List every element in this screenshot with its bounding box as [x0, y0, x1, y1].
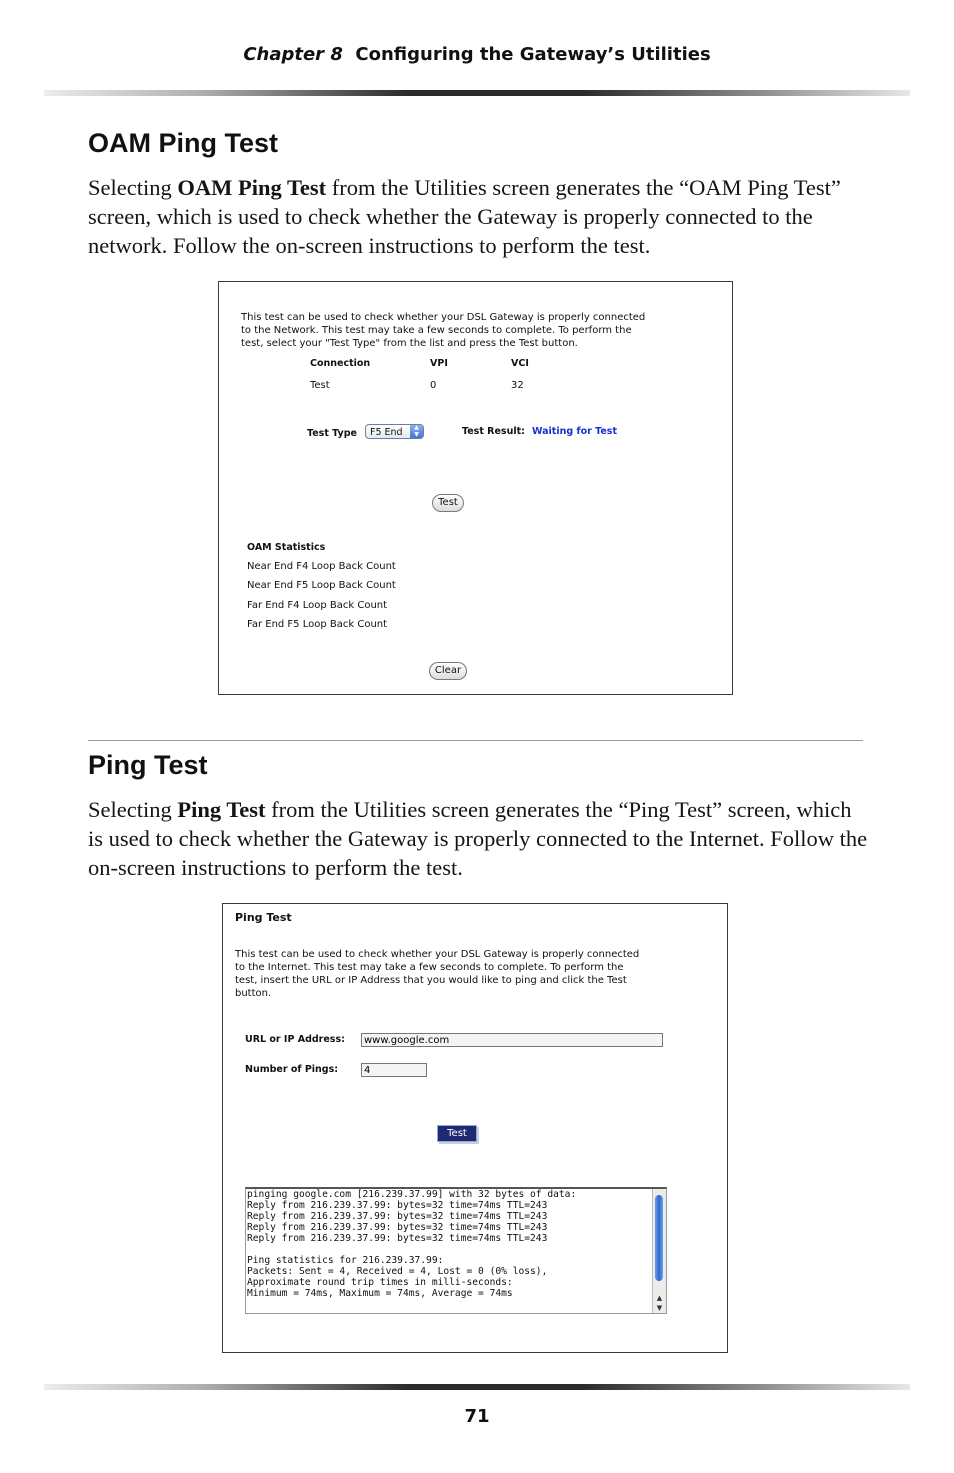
select-arrows-icon: ▲ ▼: [410, 425, 423, 438]
stat-far-end-f5: Far End F5 Loop Back Count: [247, 619, 388, 630]
scroll-down-icon[interactable]: ▼: [656, 1304, 663, 1312]
footer-rule: [44, 1384, 910, 1390]
ping-output-line: Reply from 216.239.37.99: bytes=32 time=74ms TTL=243: [247, 1222, 548, 1233]
scroll-up-icon[interactable]: ▲: [656, 1294, 663, 1302]
ping-output-line: pinging google.com [216.239.37.99] with 32 bytes of data:: [247, 1189, 577, 1200]
section-divider: [88, 740, 863, 741]
ping-output-line: Reply from 216.239.37.99: bytes=32 time=74ms TTL=243: [247, 1211, 548, 1222]
row-connection: Test: [310, 380, 330, 391]
test-type-value: F5 End: [370, 427, 403, 438]
oam-statistics-title: OAM Statistics: [247, 542, 326, 553]
col-vpi-header: VPI: [430, 358, 448, 369]
ping-instructions-line2: to the Internet. This test may take a few seconds to complete. To perform the: [235, 962, 624, 973]
chapter-title: Configuring the Gateway’s Utilities: [355, 44, 711, 65]
oam-para-bold: OAM Ping Test: [177, 175, 327, 200]
col-vci-header: VCI: [511, 358, 529, 369]
ping-screenshot: [222, 903, 728, 1353]
ping-para-intro: Selecting: [88, 797, 178, 822]
oam-para-rest: from the Utilities screen generates the “OAM Ping Test” screen, which is used to check whether the Gateway is properly connected to the network. Follow the on-screen instructions to perform the test.: [88, 175, 841, 258]
test-result-value: Waiting for Test: [532, 426, 617, 437]
stat-near-end-f4: Near End F4 Loop Back Count: [247, 561, 396, 572]
output-scrollbar[interactable]: [652, 1189, 666, 1313]
ping-output-line: Reply from 216.239.37.99: bytes=32 time=74ms TTL=243: [247, 1200, 548, 1211]
test-type-select[interactable]: [365, 424, 424, 439]
row-vci: 32: [511, 380, 524, 391]
ping-output-line: Ping statistics for 216.239.37.99:: [247, 1255, 444, 1266]
ping-output-line: Reply from 216.239.37.99: bytes=32 time=74ms TTL=243: [247, 1233, 548, 1244]
ping-output-line: Packets: Sent = 4, Received = 4, Lost = 0 (0% loss),: [247, 1266, 548, 1277]
ping-output-line: [247, 1244, 576, 1255]
chapter-label: Chapter 8: [243, 44, 343, 65]
ping-section-paragraph: [88, 795, 868, 882]
oam-clear-button[interactable]: Clear: [429, 662, 467, 680]
ping-para-rest: from the Utilities screen generates the “Ping Test” screen, which is used to check whether the Gateway is properly connected to the Internet. Follow the on-screen instructions to perform the test.: [88, 797, 868, 880]
test-type-label: Test Type: [307, 428, 357, 439]
col-connection-header: Connection: [310, 358, 371, 369]
chapter-header: [0, 44, 954, 65]
oam-instructions-line1: This test can be used to check whether your DSL Gateway is properly connected: [241, 312, 646, 323]
row-vpi: 0: [430, 380, 437, 391]
stat-near-end-f5: Near End F5 Loop Back Count: [247, 580, 396, 591]
pings-label: Number of Pings:: [245, 1064, 339, 1075]
ping-section-title: Ping Test: [88, 750, 208, 780]
header-rule: [44, 90, 910, 96]
ping-para-bold: Ping Test: [177, 797, 266, 822]
url-label: URL or IP Address:: [245, 1034, 345, 1045]
oam-instructions-line3: test, select your "Test Type" from the list and press the Test button.: [241, 338, 578, 349]
ping-instructions-line3: test, insert the URL or IP Address that you would like to ping and click the Test: [235, 975, 627, 986]
oam-para-intro: Selecting: [88, 175, 178, 200]
ping-output-line: Approximate round trip times in milli-seconds:: [247, 1277, 513, 1288]
test-result-label: Test Result:: [462, 426, 525, 437]
pings-input[interactable]: 4: [361, 1063, 427, 1077]
oam-test-button[interactable]: Test: [432, 494, 464, 512]
scrollbar-thumb[interactable]: [655, 1195, 663, 1281]
oam-section-paragraph: [88, 173, 868, 260]
stat-far-end-f4: Far End F4 Loop Back Count: [247, 600, 388, 611]
page-number: 71: [464, 1406, 490, 1427]
ping-output-area[interactable]: [245, 1187, 667, 1314]
oam-section-title: OAM Ping Test: [88, 128, 279, 158]
ping-instructions-line4: button.: [235, 988, 272, 999]
url-input[interactable]: www.google.com: [361, 1033, 663, 1047]
ping-output-text: [247, 1189, 576, 1299]
oam-instructions-line2: to the Network. This test may take a few seconds to complete. To perform the: [241, 325, 632, 336]
ping-output-line: Minimum = 74ms, Maximum = 74ms, Average = 74ms: [247, 1288, 513, 1299]
ping-instructions-line1: This test can be used to check whether your DSL Gateway is properly connected: [235, 949, 640, 960]
ping-screen-title: Ping Test: [235, 911, 292, 924]
ping-test-button[interactable]: Test: [437, 1125, 477, 1142]
oam-screenshot: [218, 281, 733, 695]
